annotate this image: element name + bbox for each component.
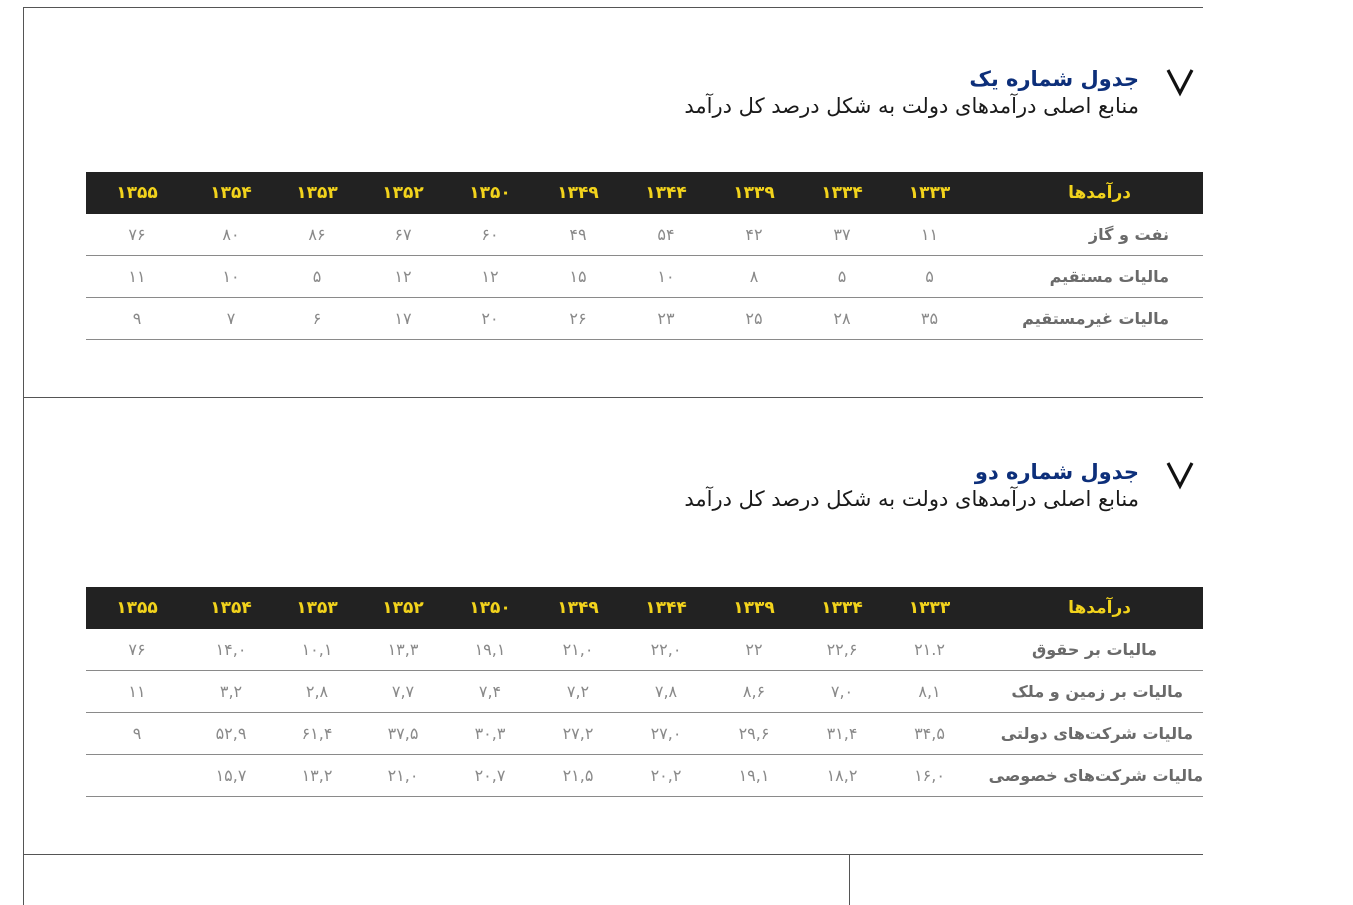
column-header: درآمدها — [973, 172, 1203, 214]
table-cell: ۱۵,۷ — [188, 755, 274, 797]
column-header: ۱۳۵۴ — [188, 172, 274, 214]
table-cell: ۲۷,۰ — [622, 713, 710, 755]
table-cell: ۲۷,۲ — [534, 713, 622, 755]
table-cell: ۷,۰ — [798, 671, 886, 713]
table-cell: ۱۱ — [886, 214, 973, 256]
table-cell: ۱۹,۱ — [710, 755, 798, 797]
table-cell: ۱۱ — [86, 671, 188, 713]
table-two-heading — [684, 459, 1139, 513]
table-cell: ۲۸ — [798, 298, 886, 340]
table-cell: ۲۱.۲ — [886, 629, 973, 671]
table-cell: ۵ — [886, 256, 973, 298]
chevron-down-icon — [1163, 64, 1197, 98]
table-cell: ۱۰ — [188, 256, 274, 298]
column-header: ۱۳۴۴ — [622, 172, 710, 214]
column-header: ۱۳۵۵ — [86, 172, 188, 214]
column-header: ۱۳۴۹ — [534, 172, 622, 214]
bottom-divider — [849, 854, 850, 905]
table-cell: ۸,۱ — [886, 671, 973, 713]
column-header: ۱۳۵۵ — [86, 587, 188, 629]
table-cell: ۷ — [188, 298, 274, 340]
table-cell — [86, 755, 188, 797]
column-header: ۱۳۵۳ — [274, 172, 360, 214]
table-cell: ۷,۸ — [622, 671, 710, 713]
table-cell: ۱۵ — [534, 256, 622, 298]
table-cell: ۲۵ — [710, 298, 798, 340]
table-cell: ۵۲,۹ — [188, 713, 274, 755]
left-rule — [23, 7, 24, 905]
column-header: ۱۳۳۴ — [798, 172, 886, 214]
table-cell: ۱۲ — [360, 256, 446, 298]
table-cell: ۶ — [274, 298, 360, 340]
table-cell: ۶۰ — [446, 214, 534, 256]
table-cell: ۷۶ — [86, 214, 188, 256]
table-one-subtitle: منابع اصلی درآمدهای دولت به شکل درصد کل درآمد — [684, 94, 1139, 118]
table-cell: ۲۱,۵ — [534, 755, 622, 797]
revenue-table-two — [86, 587, 1203, 797]
table-one-title: جدول شماره یک — [969, 67, 1139, 91]
table-cell: ۱۶,۰ — [886, 755, 973, 797]
table-cell: ۱۱ — [86, 256, 188, 298]
table-cell: ۵۴ — [622, 214, 710, 256]
table-row — [86, 713, 1203, 755]
row-label: نفت و گاز — [973, 214, 1203, 256]
table-row — [86, 298, 1203, 340]
table-cell: ۶۷ — [360, 214, 446, 256]
bottom-rule — [23, 854, 1203, 855]
table-cell: ۷,۷ — [360, 671, 446, 713]
table-cell: ۸۶ — [274, 214, 360, 256]
table-cell: ۳۷,۵ — [360, 713, 446, 755]
table-cell: ۲۹,۶ — [710, 713, 798, 755]
middle-rule — [23, 397, 1203, 398]
table-cell: ۱۴,۰ — [188, 629, 274, 671]
table-cell: ۲۲,۶ — [798, 629, 886, 671]
row-label: مالیات شرکت‌های خصوصی — [973, 755, 1203, 797]
table-cell: ۷,۲ — [534, 671, 622, 713]
table-cell: ۲۲ — [710, 629, 798, 671]
table-cell: ۲۲,۰ — [622, 629, 710, 671]
column-header: ۱۳۳۳ — [886, 172, 973, 214]
column-header: ۱۳۵۲ — [360, 172, 446, 214]
table-cell: ۲۱,۰ — [534, 629, 622, 671]
table-cell: ۸ — [710, 256, 798, 298]
table-cell: ۲۱,۰ — [360, 755, 446, 797]
table-two-title: جدول شماره دو — [974, 460, 1139, 484]
column-header: ۱۳۳۴ — [798, 587, 886, 629]
table-row — [86, 755, 1203, 797]
row-label: مالیات مستقیم — [973, 256, 1203, 298]
table-row — [86, 629, 1203, 671]
table-cell: ۲۰,۲ — [622, 755, 710, 797]
table-cell: ۳۵ — [886, 298, 973, 340]
table-cell: ۲۰,۷ — [446, 755, 534, 797]
column-header: ۱۳۳۹ — [710, 587, 798, 629]
column-header: درآمدها — [973, 587, 1203, 629]
table-two-section — [86, 400, 1203, 850]
table-cell: ۳۰,۳ — [446, 713, 534, 755]
table-cell: ۶۱,۴ — [274, 713, 360, 755]
column-header: ۱۳۵۰ — [446, 172, 534, 214]
table-cell: ۱۷ — [360, 298, 446, 340]
row-label: مالیات غیرمستقیم — [973, 298, 1203, 340]
row-label: مالیات شرکت‌های دولتی — [973, 713, 1203, 755]
table-cell: ۷۶ — [86, 629, 188, 671]
column-header: ۱۳۳۳ — [886, 587, 973, 629]
table-cell: ۷,۴ — [446, 671, 534, 713]
table-cell: ۱۳,۳ — [360, 629, 446, 671]
table-row — [86, 671, 1203, 713]
table-cell: ۱۲ — [446, 256, 534, 298]
table-cell: ۱۸,۲ — [798, 755, 886, 797]
column-header: ۱۳۵۰ — [446, 587, 534, 629]
column-header: ۱۳۵۳ — [274, 587, 360, 629]
revenue-table-one — [86, 172, 1203, 340]
table-cell: ۲۶ — [534, 298, 622, 340]
table-cell: ۱۹,۱ — [446, 629, 534, 671]
table-two-subtitle: منابع اصلی درآمدهای دولت به شکل درصد کل درآمد — [684, 487, 1139, 511]
table-row — [86, 256, 1203, 298]
table-cell: ۳۷ — [798, 214, 886, 256]
table-cell: ۴۲ — [710, 214, 798, 256]
table-cell: ۹ — [86, 713, 188, 755]
chevron-down-icon — [1163, 457, 1197, 491]
table-cell: ۱۰,۱ — [274, 629, 360, 671]
table-cell: ۹ — [86, 298, 188, 340]
table-cell: ۳,۲ — [188, 671, 274, 713]
table-cell: ۲۰ — [446, 298, 534, 340]
table-one-heading — [684, 66, 1139, 120]
column-header: ۱۳۵۲ — [360, 587, 446, 629]
table-cell: ۲,۸ — [274, 671, 360, 713]
table-one-section — [86, 0, 1203, 390]
table-cell: ۱۰ — [622, 256, 710, 298]
table-header-row — [86, 587, 1203, 629]
table-cell: ۳۱,۴ — [798, 713, 886, 755]
table-cell: ۲۳ — [622, 298, 710, 340]
table-cell: ۱۳,۲ — [274, 755, 360, 797]
column-header: ۱۳۵۴ — [188, 587, 274, 629]
column-header: ۱۳۴۹ — [534, 587, 622, 629]
table-cell: ۸,۶ — [710, 671, 798, 713]
column-header: ۱۳۳۹ — [710, 172, 798, 214]
column-header: ۱۳۴۴ — [622, 587, 710, 629]
table-row — [86, 214, 1203, 256]
row-label: مالیات بر حقوق — [973, 629, 1203, 671]
row-label: مالیات بر زمین و ملک — [973, 671, 1203, 713]
table-cell: ۸۰ — [188, 214, 274, 256]
table-cell: ۴۹ — [534, 214, 622, 256]
table-cell: ۵ — [798, 256, 886, 298]
table-cell: ۳۴,۵ — [886, 713, 973, 755]
table-cell: ۵ — [274, 256, 360, 298]
table-header-row — [86, 172, 1203, 214]
